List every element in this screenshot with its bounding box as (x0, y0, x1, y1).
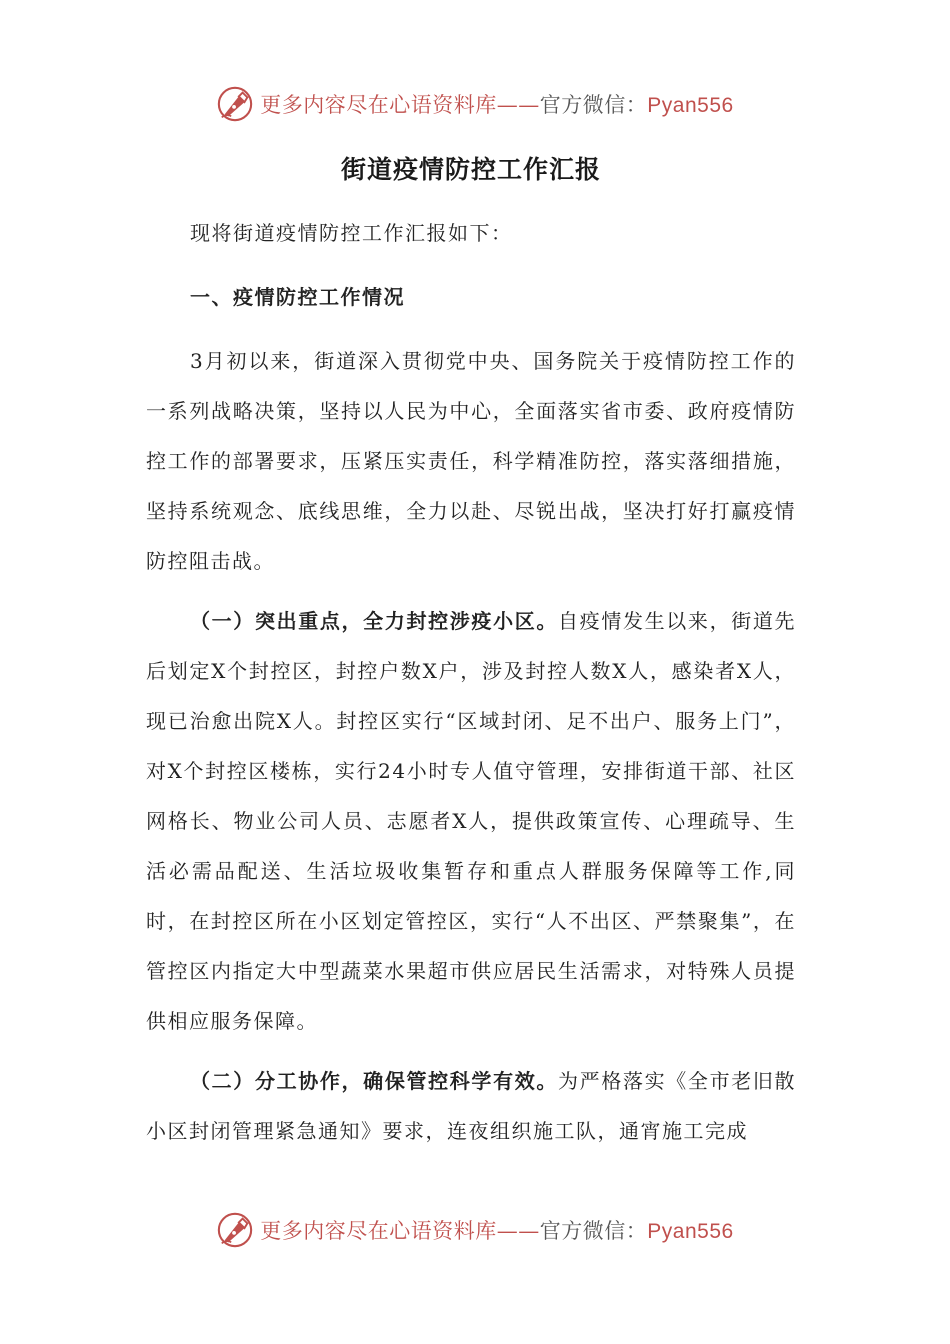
wechat-handle: Pyan556 (647, 1220, 734, 1243)
paragraph-3-lead: （二）分工协作，确保管控科学有效。 (190, 1069, 559, 1093)
paragraph-3 (146, 1056, 796, 1156)
paragraph-2-lead: （一）突出重点，全力封控涉疫小区。 (190, 609, 559, 633)
paragraph-3-body: 为严格落实《全市老旧散小区封闭管理紧急通知》要求，连夜组织施工队，通宵施工完成 (146, 1069, 797, 1143)
section-heading-1: 一、疫情防控工作情况 (190, 285, 405, 309)
header-watermark-banner (0, 82, 950, 126)
paragraph-2 (146, 596, 796, 1046)
intro-paragraph: 现将街道疫情防控工作汇报如下： (190, 221, 513, 245)
paragraph-2-body: 自疫情发生以来，街道先后划定X个封控区，封控户数X户，涉及封控人数X人，感染者X人，现已治愈出院X人。封控区实行“区域封闭、足不出户、服务上门”，对X个封控区楼栋，实行24小时专人值守管理，安排街道干部、社区网格长、物业公司人员、志愿者X人，提供政策宣传、心理疏导、生活必需品配送、生活垃圾收集暂存和重点人群服务保障等工作,同时，在封控区所在小区划定管控区，实行“人不出区、严禁聚集”，在管控区内指定大中型蔬菜水果超市供应居民生活需求，对特殊人员提供相应服务保障。 (146, 609, 797, 1033)
pen-nib-logo-icon (216, 85, 254, 123)
footer-watermark-banner (0, 1208, 950, 1252)
banner-text: 更多内容尽在心语资料库——官方微信：Pyan556 (260, 1219, 734, 1243)
document-body (146, 148, 796, 1156)
banner-text: 更多内容尽在心语资料库——官方微信：Pyan556 (260, 93, 734, 117)
paragraph-1: 3月初以来，街道深入贯彻党中央、国务院关于疫情防控工作的一系列战略决策，坚持以人民为中心，全面落实省市委、政府疫情防控工作的部署要求，压紧压实责任，科学精准防控，落实落细措施，坚持系统观念、底线思维，全力以赴、尽锐出战，坚决打好打赢疫情防控阻击战。 (146, 349, 796, 573)
pen-nib-logo-icon (216, 1211, 254, 1249)
document-title: 街道疫情防控工作汇报 (340, 155, 601, 184)
wechat-handle: Pyan556 (647, 94, 734, 117)
